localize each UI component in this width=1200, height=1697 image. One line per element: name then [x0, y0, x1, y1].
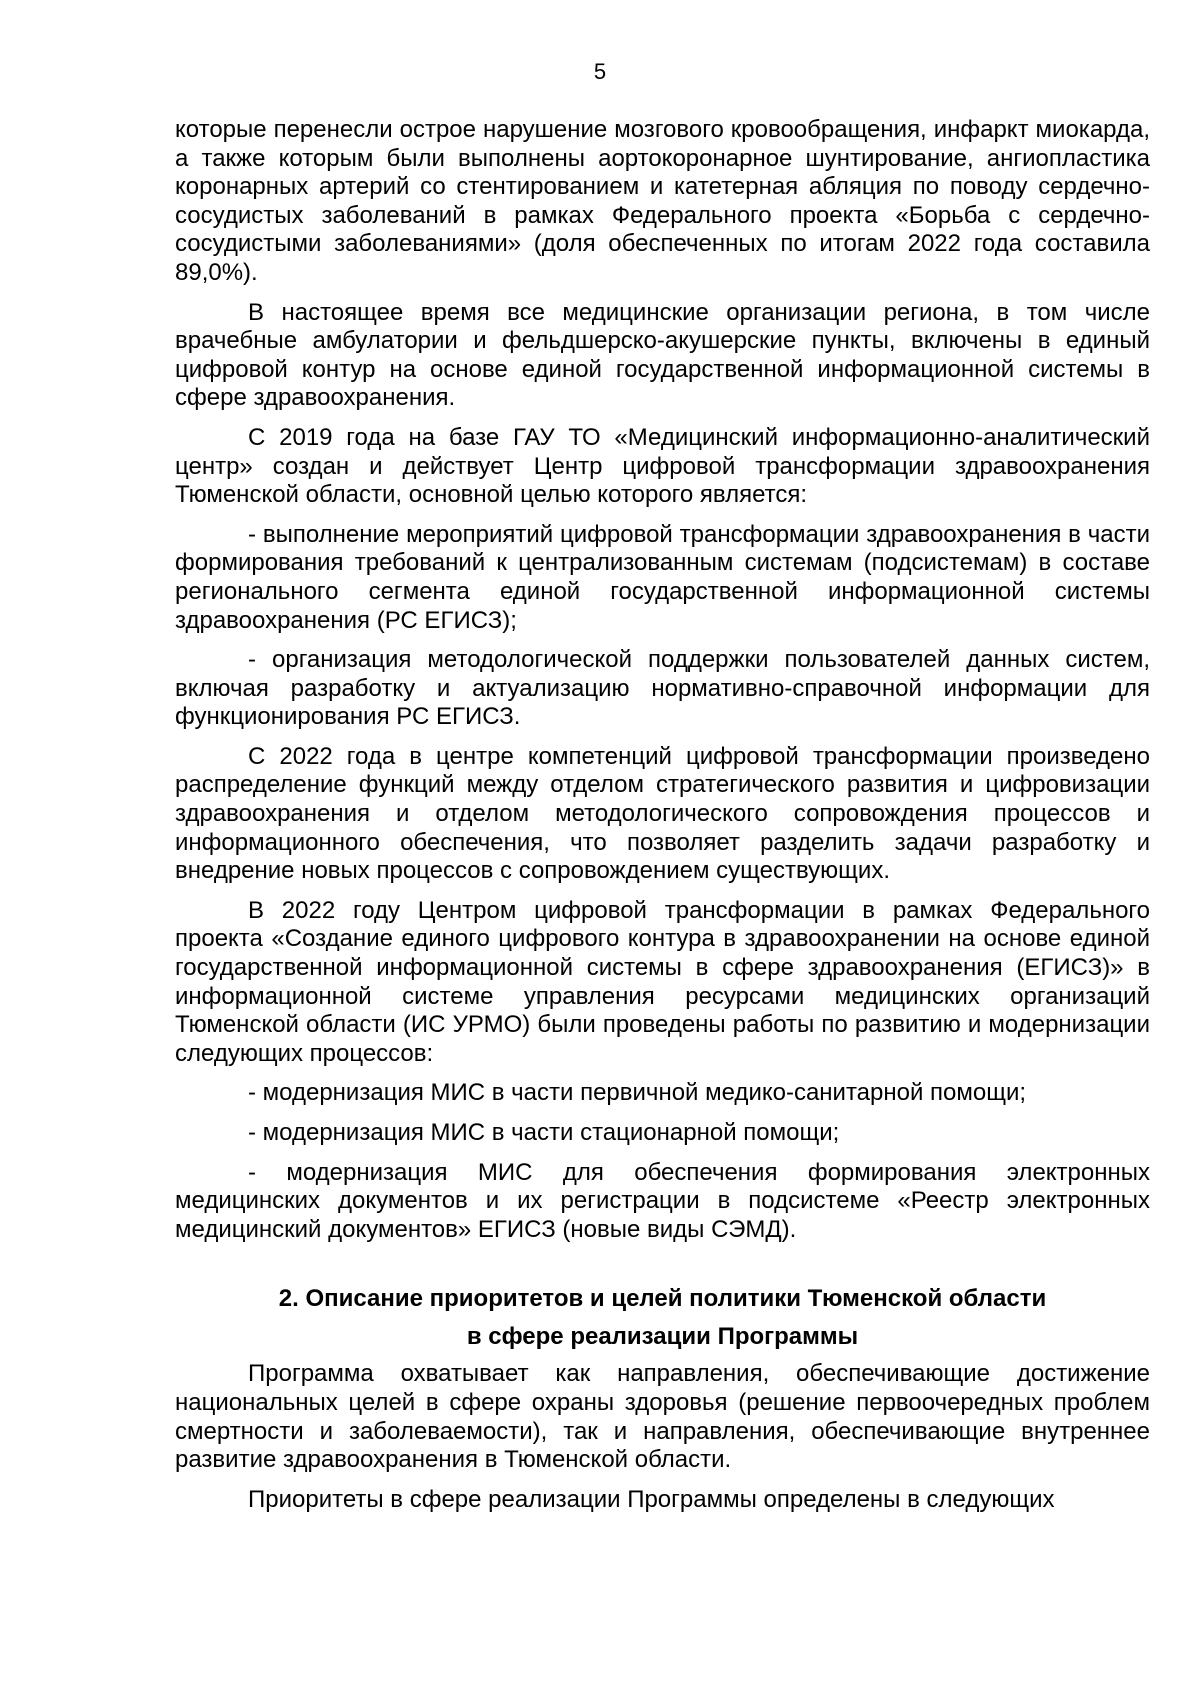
section-heading-line: в сфере реализации Программы [466, 1323, 859, 1351]
page-number: 5 [593, 59, 607, 84]
section-heading [175, 1280, 1150, 1356]
paragraph: которые перенесли острое нарушение мозгового кровообращения, инфаркт миокарда, а также которым были выполнены аортокоронарное шунтирование, ангиопластика коронарных артерий со стентированием и катетерная абляция по поводу сердечно-сосудистых заболеваний в рамках Федерального проекта «Борьба с сердечно-сосудистыми заболеваниями» (доля обеспеченных по итогам 2022 года составила 89,0%). [175, 116, 1150, 286]
paragraph: В настоящее время все медицинские организации региона, в том числе врачебные амбулатории и фельдшерско-акушерские пункты, включены в единый цифровой контур на основе единой государственной информационной системы в сфере здравоохранения. [175, 298, 1150, 412]
paragraph: С 2019 года на базе ГАУ ТО «Медицинский информационно-аналитический центр» создан и действует Центр цифровой трансформации здравоохранения Тюменской области, основной целью которого является: [175, 423, 1150, 509]
paragraph: Приоритеты в сфере реализации Программы определены в следующих [248, 1485, 1055, 1513]
list-item: - модернизация МИС для обеспечения формирования электронных медицинских документов и их регистрации в подсистеме «Реестр электронных медицинский документов» ЕГИСЗ (новые виды СЭМД). [175, 1158, 1150, 1243]
list-item: - модернизация МИС в части первичной медико-санитарной помощи; [248, 1079, 1027, 1107]
list-item: - модернизация МИС в части стационарной помощи; [248, 1119, 840, 1146]
paragraph: С 2022 года в центре компетенций цифровой трансформации произведено распределение функций между отделом стратегического развития и цифровизации здравоохранения и отделом методологического сопровождения процессов и информационного обеспечения, что позволяет разделить задачи разработку и внедрение новых процессов с сопровождением существующих. [175, 742, 1150, 885]
paragraph: В 2022 году Центром цифровой трансформации в рамках Федерального проекта «Создание единого цифрового контура в здравоохранении на основе единой государственной информационной системы в сфере здравоохранения (ЕГИСЗ)» в информационной системе управления ресурсами медицинских организаций Тюменской области (ИС УРМО) были проведены работы по развитию и модернизации следующих процессов: [175, 896, 1150, 1067]
document-body [175, 116, 1150, 1525]
list-item: - организация методологической поддержки пользователей данных систем, включая разработку и актуализацию нормативно-справочной информации для функционирования РС ЕГИСЗ. [175, 646, 1150, 731]
section-heading-line: 2. Описание приоритетов и целей политики Тюменской области [278, 1285, 1047, 1313]
list-item: - выполнение мероприятий цифровой трансформации здравоохранения в части формирования требований к централизованным системам (подсистемам) в составе регионального сегмента единой государственной информационной системы здравоохранения (РС ЕГИСЗ); [175, 520, 1150, 634]
paragraph: Программа охватывает как направления, обеспечивающие достижение национальных целей в сфере охраны здоровья (решение первоочередных проблем смертности и заболеваемости), так и направления, обеспечивающие внутреннее развитие здравоохранения в Тюменской области. [175, 1360, 1150, 1474]
